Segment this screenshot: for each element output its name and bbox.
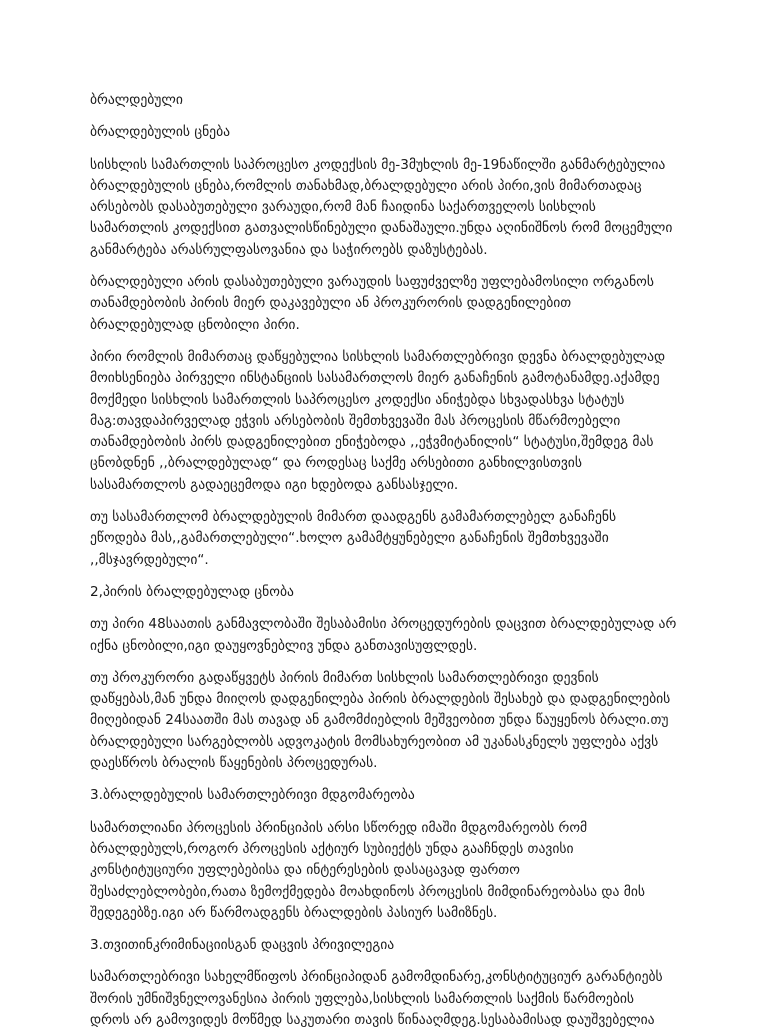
paragraph: სამართლიანი პროცესის პრინციპის არსი სწორედ იმაში მდგომარეობს რომ ბრალდებულს,როგორ პროცესის აქტიურ სუბიექტს უნდა გააჩნდეს თავისი კონსტიტუციური უფლებებისა და ინტერესების დასაცავად ფართო შესაძლებლობები,რათა ზემოქმედება მოახდინოს პროცესის მიმდინარეობასა და მის შედეგებზე.იგი არ წარმოადგენს ბრალდების პასიურ სამიზნეს. [90, 819, 645, 921]
paragraph: პირი რომლის მიმართაც დაწყებულია სისხლის სამართლებრივი დევნა ბრალდებულად მოიხსენიება პირველი ინსტანციის სასამართლოს მიერ განაჩენის გამოტანამდე.აქამდე მოქმედი სისხლის სამართლის საპროცესო კოდექსი ანიჭებდა სხვადასხვა სტატუს მაგ:თავდაპირველად ეჭვის არსებობის შემთხვევაში მას პროცესის მწარმოებელი თანამდებობის პირს დადგენილებით ენიჭებოდა ,,ეჭვმიტანილის“ სტატუსი,შემდეგ მას ცნობდნენ ,,ბრალდებულად“ და როდესაც საქმე არსებითი განხილვისთვის სასამართლოს გადაეცემოდა იგი ხდებოდა განსასჯელი. [90, 348, 666, 493]
paragraph: ბრალდებული არის დასაბუთებული ვარაუდის საფუძველზე უფლებამოსილი ორგანოს თანამდებობის პირის მიერ დაკავებული ან პროკურორის დადგენილებით ბრალდებულად ცნობილი პირი. [90, 274, 654, 333]
paragraph: თუ პროკურორი გადაწყვეტს პირის მიმართ სისხლის სამართლებრივი დევნის დაწყებას,მან უნდა მიიღოს დადგენილება პირის ბრალდების შესახებ და დადგენილების მიღებიდან 24საათში მას თავად ან გამომძიებლის მეშვეობით უნდა წაუყენოს ბრალი.თუ ბრალდებული სარგებლობს ადვოკატის მომსახურეობით ამ უკანასკნელს უფლება აქვს დაესწროს ბრალის წაყენების პროცედურას. [90, 669, 671, 772]
section-heading-self-incrimination: 3.თვითინკრიმინაციისგან დაცვის პრივილეგია [90, 937, 395, 954]
document-title: ბრალდებული [90, 92, 183, 108]
paragraph: თუ პირი 48საათის განმავლობაში შესაბამისი პროცედურების დაცვით ბრალდებულად არ იქნა ცნობილი,იგი დაუყოვნებლივ უნდა განთავისუფლდეს. [90, 616, 677, 654]
section-heading-recognition: 2,პირის ბრალდებულად ცნობა [90, 583, 294, 600]
paragraph: თუ სასამართლომ ბრალდებულის მიმართ დაადგენს გამამართლებელ განაჩენს ეწოდება მას,,გამართლებული“.ხოლო გამამტყუნებელი განაჩენის შემთხვევაში ,,მსჯავრდებული“. [90, 509, 617, 568]
paragraph: სისხლის სამართლის საპროცესო კოდექსის მე-3მუხლის მე-19ნაწილში განმარტებულია ბრალდებულის ცნება,რომლის თანახმად,ბრალდებული არის პირი,ვის მიმართადაც არსებობს დასაბუთებული ვარაუდი,რომ მან ჩაიდინა საქართველოს სისხლის სამართლის კოდექსით გათვალისწინებული დანაშაული.უნდა აღინიშნოს რომ მოცემული განმარტება არასრულფასოვანია და საჭიროებს დაზუსტებას. [90, 156, 673, 258]
section-heading-legal-status: 3.ბრალდებულის სამართლებრივი მდგომარეობა [90, 787, 415, 804]
paragraph: სამართლებრივი სახელმწიფოს პრინციპიდან გამომდინარე,კონსტიტუციურ გარანტიებს შორის უმნიშვნელოვანესია პირის უფლება,სისხლის სამართლის საქმის წარმოების დროს არ გამოვიდეს მოწმედ საკუთარი თავის წინააღმდეგ.სესაბამისად დაუშვებელია [90, 969, 663, 1028]
section-heading-definition: ბრალდებულის ცნება [90, 124, 231, 141]
